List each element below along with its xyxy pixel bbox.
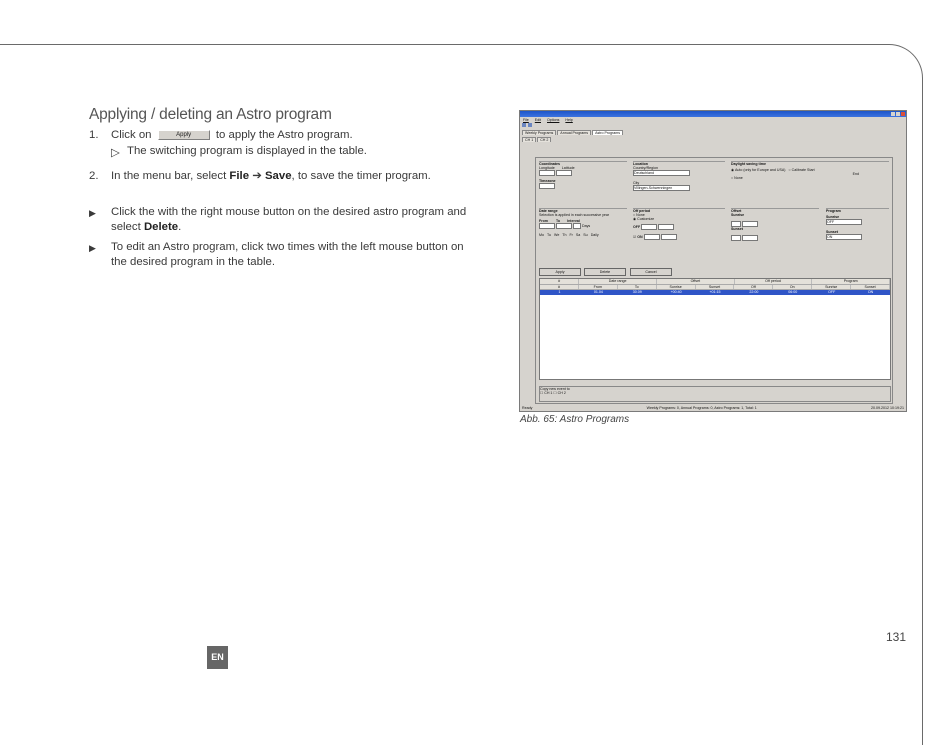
figure-caption: Abb. 65: Astro Programs xyxy=(520,414,630,425)
off-period-box: Off period ○ None ◉ Customize OFF ☑ ON xyxy=(633,208,725,240)
weekday-daily: Daily xyxy=(590,233,599,237)
off-period-label: Off period xyxy=(633,209,651,213)
weekday-th: Th xyxy=(562,233,567,237)
weekday-we: We xyxy=(554,233,560,237)
none-option: None xyxy=(734,176,743,180)
cell-program-sunrise: OFF xyxy=(828,290,836,294)
longitude-field xyxy=(539,170,555,176)
col-on: On xyxy=(773,285,812,290)
program-sunset-select xyxy=(826,234,862,240)
status-counts: Weekly Programs: 0, Annual Programs: 0, Astro Programs: 1, Total: 1 xyxy=(646,406,757,410)
interval-label: Interval xyxy=(567,219,580,223)
program-sunset-label: Sunset xyxy=(826,230,838,234)
tab-annual: Annual Programs xyxy=(557,130,591,135)
days-label: Days xyxy=(582,223,591,228)
col-offset-sunset: Sunset xyxy=(696,285,735,290)
window-titlebar xyxy=(520,111,906,117)
status-datetime: 20.09.2012 10:19:21 xyxy=(871,406,904,410)
cell-program-sunset: ON xyxy=(867,290,874,294)
menu-file: File xyxy=(523,118,529,122)
col-program-sunset: Sunset xyxy=(851,285,890,290)
city-value: Villingen-Schwenningen xyxy=(634,186,673,190)
channel-tabs xyxy=(520,135,906,142)
instructions xyxy=(89,106,479,269)
offset-sunrise-label: Sunrise xyxy=(731,213,745,217)
offset-sunset-label: Sunset xyxy=(731,227,743,231)
cell-on: 06:00 xyxy=(788,290,798,294)
country-value: Deutschland xyxy=(634,171,654,175)
weekday-sa: Sa xyxy=(575,233,581,237)
country-region-label: Country/Region xyxy=(633,166,658,170)
weekday-tu: Tu xyxy=(546,233,551,237)
on-hh-field xyxy=(644,234,660,240)
language-tab: EN xyxy=(207,646,228,669)
step-text-post: to apply the Astro program. xyxy=(215,129,353,141)
city-label: City xyxy=(633,181,640,185)
result-marker-icon: ▷ xyxy=(111,146,120,159)
off-label: OFF xyxy=(633,224,641,229)
cell-num: 1 xyxy=(558,290,561,294)
apply-button-illustration: Apply xyxy=(158,130,210,140)
step-text xyxy=(111,169,431,184)
step-text-post: , to save the timer program. xyxy=(291,169,431,182)
step-text-pre: In the menu bar, select xyxy=(111,169,227,182)
location-label: Location xyxy=(633,162,648,166)
col-off: Off xyxy=(734,285,773,290)
step-1-result xyxy=(111,145,479,159)
program-sunrise-select xyxy=(826,219,862,225)
apply-button: Apply xyxy=(539,268,581,276)
date-range-label: Date range xyxy=(539,209,558,213)
copy-ch2: CH 2 xyxy=(557,391,566,395)
weekday-su: Su xyxy=(583,233,588,237)
delete-button: Delete xyxy=(584,268,626,276)
cell-offset-sunset: +01:15 xyxy=(709,290,721,294)
bullet-edit xyxy=(89,240,479,269)
group-off-period: Off period xyxy=(735,279,813,284)
copy-label: Copy new event to xyxy=(540,387,570,391)
group-num: # xyxy=(540,279,579,284)
program-tabs xyxy=(520,128,906,135)
astro-table xyxy=(539,278,891,380)
status-bar xyxy=(520,406,906,411)
daylight-box: Daylight saving time ◉ Auto (only for Europe and USA) ○ Calibrate Start End ○ None xyxy=(731,161,889,180)
step-number: 2. xyxy=(89,169,99,182)
timezone-field xyxy=(539,183,555,189)
minimize-icon xyxy=(891,112,895,116)
cell-to: 30.09 xyxy=(632,290,642,294)
sunrise-offset-field xyxy=(742,221,758,227)
on-label: ON xyxy=(637,234,643,239)
menu-file-label: File xyxy=(229,169,250,182)
menu-save-label: Save xyxy=(264,169,292,182)
menu-edit: Edit xyxy=(534,118,541,122)
menu-help: Help xyxy=(565,118,573,122)
longitude-label: Longitude xyxy=(539,166,555,170)
off-hh-field xyxy=(641,224,657,230)
coordinates-label: Coordinates xyxy=(539,162,560,166)
country-select xyxy=(633,170,690,176)
copy-event-box: Copy new event to ☐ CH 1 ☐ CH 2 xyxy=(539,386,891,402)
result-text: The switching program is displayed in the table. xyxy=(127,144,367,157)
program-sunrise-label: Sunrise xyxy=(826,215,840,219)
cell-offset-sunrise: +00:40 xyxy=(670,290,682,294)
to-field xyxy=(556,223,572,229)
from-field xyxy=(539,223,555,229)
bullet-delete xyxy=(89,205,479,234)
daylight-label: Daylight saving time xyxy=(731,162,766,166)
col-from: From xyxy=(579,285,618,290)
astro-programs-screenshot xyxy=(519,110,907,412)
program-label: Program xyxy=(826,209,841,213)
off-none-option: None xyxy=(636,213,645,217)
arrow-icon: ➔ xyxy=(252,169,262,182)
sunset-offset-field xyxy=(742,235,758,241)
weekday-fr: Fr xyxy=(569,233,573,237)
latitude-field xyxy=(556,170,572,176)
program-sunset-value: ON xyxy=(827,235,833,239)
col-program-sunrise: Sunrise xyxy=(812,285,851,290)
bullet-text-pre: Click the with the right mouse button on the desired astro program and select xyxy=(111,206,467,233)
coordinates-box xyxy=(539,161,627,189)
group-offset: Offset xyxy=(657,279,735,284)
astro-panel xyxy=(535,157,893,404)
sunset-sign xyxy=(731,235,741,241)
step-2 xyxy=(89,169,479,184)
bullet-arrow-icon: ▶ xyxy=(89,243,96,253)
col-offset-sunrise: Sunrise xyxy=(657,285,696,290)
step-text xyxy=(111,128,353,143)
maximize-icon xyxy=(896,112,900,116)
tab-ch1: CH 1 xyxy=(522,137,536,142)
date-range-box xyxy=(539,208,627,237)
on-mm-field xyxy=(661,234,677,240)
section-heading: Applying / deleting an Astro program xyxy=(89,106,332,123)
interval-field xyxy=(573,223,581,229)
offset-label: Offset xyxy=(731,209,742,213)
date-range-note: Selection is applied in each successive year xyxy=(539,213,610,217)
table-row xyxy=(540,290,890,295)
group-date-range: Date range xyxy=(579,279,657,284)
bullet-strong: Delete xyxy=(143,220,179,233)
bullet-text-post: . xyxy=(178,220,182,233)
save-icon xyxy=(528,123,532,127)
step-number: 1. xyxy=(89,129,99,141)
cell-off: 22:00 xyxy=(749,290,759,294)
col-to: To xyxy=(618,285,657,290)
program-box xyxy=(826,208,889,240)
open-icon xyxy=(522,123,526,127)
page-number: 131 xyxy=(886,630,907,644)
step-1 xyxy=(89,128,479,143)
copy-ch1: CH 1 xyxy=(544,391,553,395)
latitude-label: Latitude xyxy=(561,166,575,170)
step-text-pre: Click on xyxy=(111,129,152,141)
off-mm-field xyxy=(658,224,674,230)
bullet-text: To edit an Astro program, click two times with the left mouse button on the desired program in the table. xyxy=(111,241,464,268)
col-num: # xyxy=(540,285,579,290)
offset-box xyxy=(731,208,819,241)
timezone-label: Timezone xyxy=(539,179,556,183)
cancel-button: Cancel xyxy=(630,268,672,276)
program-sunrise-value: OFF xyxy=(827,220,835,224)
group-program: Program xyxy=(812,279,890,284)
tab-astro: Astro Programs xyxy=(592,130,623,135)
status-ready: Ready xyxy=(522,406,533,410)
start-label: Start xyxy=(807,168,815,172)
bullet-text xyxy=(111,205,479,234)
close-icon xyxy=(901,112,905,116)
end-label: End xyxy=(852,172,859,176)
from-label: From xyxy=(539,219,548,223)
location-box xyxy=(633,161,725,191)
calibrate-option: Calibrate xyxy=(791,168,807,172)
auto-option: Auto (only for Europe and USA) xyxy=(734,168,786,172)
tab-ch2: CH 2 xyxy=(537,137,551,142)
to-label: To xyxy=(555,219,561,223)
cell-from: 01.04 xyxy=(593,290,603,294)
city-select xyxy=(633,185,690,191)
weekday-mo: Mo xyxy=(539,233,544,237)
tab-weekly: Weekly Programs xyxy=(522,130,556,135)
menu-options: Options xyxy=(547,118,560,122)
customize-option: Customize xyxy=(637,217,655,221)
bullet-arrow-icon: ▶ xyxy=(89,208,96,218)
